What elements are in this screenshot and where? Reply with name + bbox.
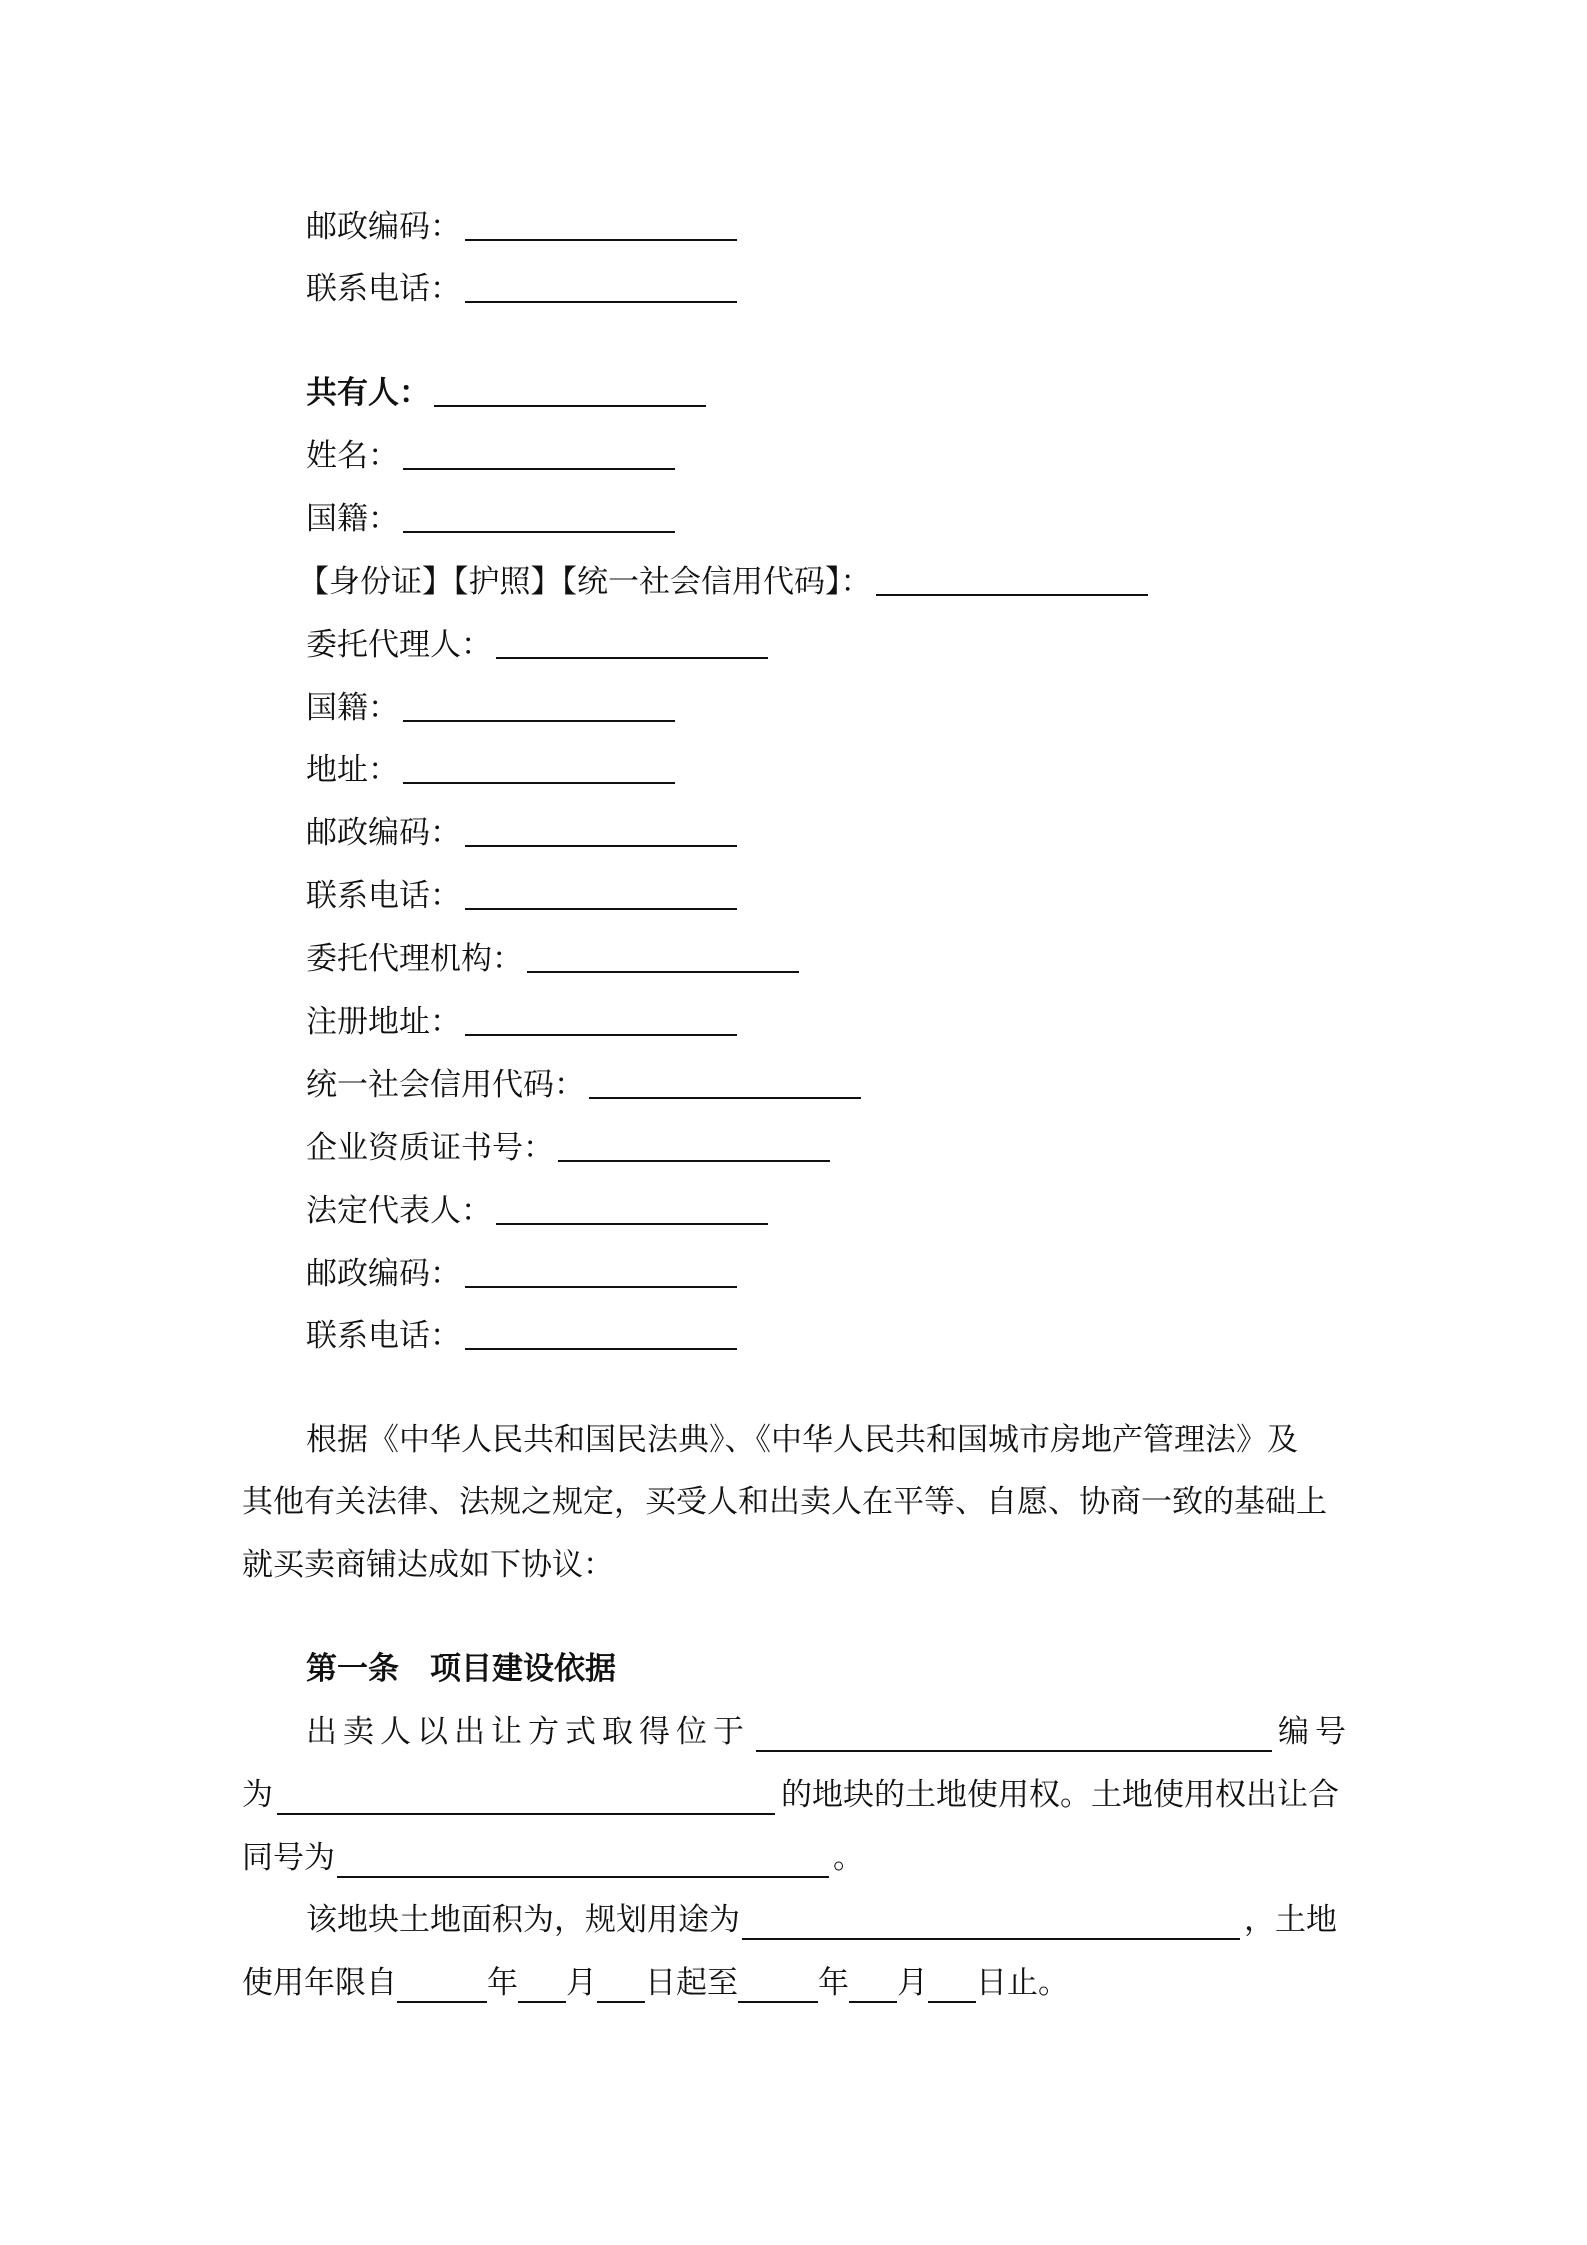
article-1-p1-c: 为 — [242, 1777, 273, 1813]
contract-number-blank[interactable] — [337, 1848, 829, 1878]
agent-label: 委托代理人： — [306, 627, 492, 663]
agent-line — [306, 625, 772, 665]
start-year-label: 年 — [487, 1965, 518, 2001]
start-month-label: 月 — [566, 1965, 597, 2001]
agency-postcode-blank[interactable] — [465, 1258, 737, 1288]
coowner-postcode-label: 邮政编码： — [306, 815, 461, 851]
start-month-blank[interactable] — [518, 1973, 566, 2003]
postcode-label: 邮政编码： — [306, 209, 461, 245]
article-1-p2-b: ，土地 — [1244, 1902, 1337, 1938]
name-blank[interactable] — [403, 440, 675, 470]
qualification-line — [306, 1128, 834, 1168]
agency-line — [306, 939, 803, 979]
agency-phone-label: 联系电话： — [306, 1318, 461, 1354]
coowner-title: 共有人： — [306, 375, 430, 411]
agency-blank[interactable] — [527, 943, 799, 973]
coowner-phone-line — [306, 876, 741, 916]
article-1-heading: 第一条 项目建设依据 — [306, 1651, 616, 1687]
article-1-p1-e: 同号为 — [242, 1840, 335, 1876]
legal-rep-line — [306, 1191, 772, 1231]
coowner-phone-label: 联系电话： — [306, 878, 461, 914]
article-1-p2-c: 使用年限自 — [242, 1965, 397, 2001]
start-day-label: 日起至 — [645, 1965, 738, 2001]
qualification-label: 企业资质证书号： — [306, 1130, 554, 1166]
legal-rep-label: 法定代表人： — [306, 1193, 492, 1229]
article-1-p1-b: 编号 — [1278, 1714, 1352, 1750]
postcode-blank[interactable] — [465, 211, 737, 241]
phone-blank[interactable] — [465, 273, 737, 303]
reg-address-line — [306, 1002, 741, 1042]
start-day-blank[interactable] — [597, 1973, 645, 2003]
id-line — [298, 562, 1152, 602]
coowner-postcode-line — [306, 813, 741, 853]
nationality-blank[interactable] — [403, 503, 675, 533]
preamble-line-3: 就买卖商铺达成如下协议： — [242, 1547, 614, 1583]
phone-label: 联系电话： — [306, 271, 461, 307]
agent-nationality-line — [306, 688, 679, 728]
reg-address-label: 注册地址： — [306, 1004, 461, 1040]
credit-code-line — [306, 1065, 865, 1105]
preamble-line-2: 其他有关法律、法规之规定，买受人和出卖人在平等、自愿、协商一致的基础上 — [242, 1484, 1327, 1520]
end-day-label: 日止。 — [976, 1965, 1069, 2001]
start-year-blank[interactable] — [397, 1973, 487, 2003]
end-year-blank[interactable] — [738, 1973, 818, 2003]
agency-label: 委托代理机构： — [306, 941, 523, 977]
article-1-row-3 — [242, 1838, 1352, 1878]
end-year-label: 年 — [818, 1965, 849, 2001]
agency-postcode-line — [306, 1254, 741, 1294]
article-1-row-1 — [306, 1712, 1352, 1752]
article-1-row-2 — [242, 1775, 1352, 1815]
credit-code-label: 统一社会信用代码： — [306, 1067, 585, 1103]
nationality-label: 国籍： — [306, 501, 399, 537]
agent-nationality-blank[interactable] — [403, 692, 675, 722]
planned-use-blank[interactable] — [742, 1910, 1240, 1940]
agent-blank[interactable] — [496, 629, 768, 659]
coowner-postcode-blank[interactable] — [465, 817, 737, 847]
id-blank[interactable] — [876, 566, 1148, 596]
article-1-row-4 — [306, 1900, 1352, 1940]
agency-postcode-label: 邮政编码： — [306, 1256, 461, 1292]
end-day-blank[interactable] — [928, 1973, 976, 2003]
agency-phone-blank[interactable] — [465, 1320, 737, 1350]
name-label: 姓名： — [306, 438, 399, 474]
location-blank[interactable] — [756, 1722, 1272, 1752]
preamble-line-1: 根据《中华人民共和国民法典》、《中华人民共和国城市房地产管理法》及 — [306, 1422, 1298, 1458]
article-1-p1-d: 的地块的土地使用权。土地使用权出让合 — [781, 1777, 1339, 1813]
agent-nationality-label: 国籍： — [306, 690, 399, 726]
address-line — [306, 750, 679, 790]
address-blank[interactable] — [403, 754, 675, 784]
address-label: 地址： — [306, 752, 399, 788]
article-1-p1-f: 。 — [833, 1840, 864, 1876]
parcel-number-blank[interactable] — [277, 1785, 775, 1815]
agency-phone-line — [306, 1316, 741, 1356]
phone-line — [306, 269, 741, 309]
coowner-line — [306, 373, 710, 413]
reg-address-blank[interactable] — [465, 1006, 737, 1036]
end-month-blank[interactable] — [849, 1973, 897, 2003]
credit-code-blank[interactable] — [589, 1069, 861, 1099]
postcode-line — [306, 207, 741, 247]
name-line — [306, 436, 679, 476]
nationality-line — [306, 499, 679, 539]
article-1-row-5 — [242, 1963, 1352, 2003]
id-label: 【身份证】【护照】【统一社会信用代码】： — [298, 564, 872, 600]
article-1-p1-a: 出卖人以出让方式取得位于 — [306, 1714, 750, 1750]
end-month-label: 月 — [897, 1965, 928, 2001]
qualification-blank[interactable] — [558, 1132, 830, 1162]
legal-rep-blank[interactable] — [496, 1195, 768, 1225]
coowner-phone-blank[interactable] — [465, 880, 737, 910]
coowner-blank[interactable] — [434, 377, 706, 407]
article-1-p2-a: 该地块土地面积为，规划用途为 — [306, 1902, 740, 1938]
